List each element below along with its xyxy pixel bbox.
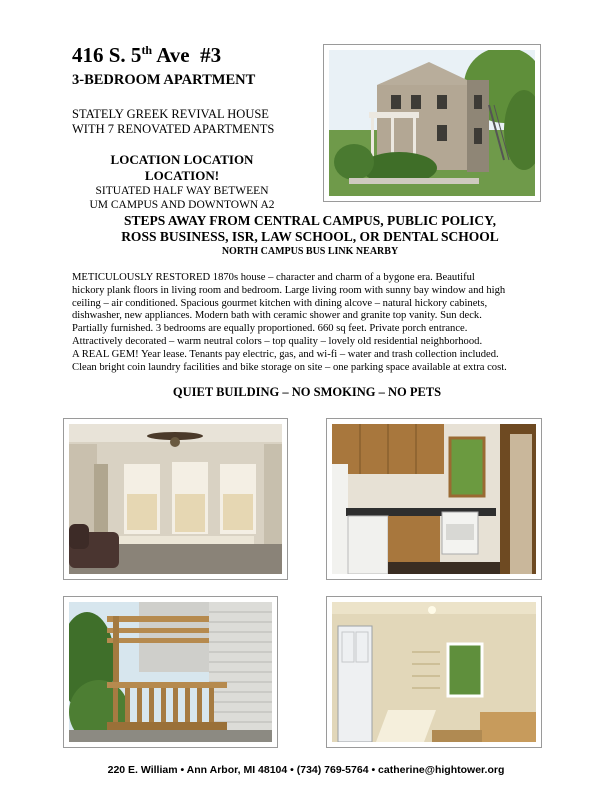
- description-line: ceiling – air conditioned. Spacious gourmet kitchen with dining alcove – natural hickory cabinets,: [72, 297, 488, 309]
- description-line: METICULOUSLY RESTORED 1870s house – character and charm of a bygone era. Beautiful: [72, 272, 475, 283]
- location-line: SITUATED HALF WAY BETWEEN: [95, 185, 269, 197]
- location-line: UM CAMPUS AND DOWNTOWN A2: [89, 199, 275, 211]
- property-address: 416 S. 5th Ave #3: [72, 43, 222, 67]
- description-line: Partially furnished. 3 bedrooms are equally proportioned. 660 sq feet. Private porch entrance.: [72, 323, 468, 335]
- house-exterior-photo: [323, 44, 541, 202]
- steps-line: ROSS BUSINESS, ISR, LAW SCHOOL, OR DENTAL SCHOOL: [121, 229, 499, 244]
- bus-link-note: NORTH CAMPUS BUS LINK NEARBY: [221, 246, 399, 257]
- living-room-photo: [63, 418, 288, 580]
- unit-type: 3-BEDROOM APARTMENT: [72, 72, 256, 88]
- kitchen-photo: [326, 418, 542, 580]
- description-line: hickory plank floors in living room and bedroom. Large living room with sunny bay window and high: [72, 284, 506, 296]
- description-line: dishwasher, new appliances. Modern bath with ceramic shower and granite top vanity. Sun deck.: [72, 310, 482, 322]
- house-desc-line: STATELY GREEK REVIVAL HOUSE: [72, 107, 269, 121]
- house-desc-line: WITH 7 RENOVATED APARTMENTS: [72, 122, 275, 136]
- steps-away-block: [60, 213, 560, 258]
- location-block: [72, 152, 292, 212]
- bedroom-photo: [326, 596, 542, 748]
- house-description: [72, 107, 274, 137]
- location-title: LOCATION LOCATION LOCATION!: [110, 152, 254, 183]
- description-line: Attractively decorated – warm neutral colors – top quality – lovely old residential neighborhood.: [72, 335, 483, 347]
- description-line: Clean bright coin laundry facilities and bike storage on site – one parking space available at extra cost.: [72, 361, 507, 373]
- steps-line: STEPS AWAY FROM CENTRAL CAMPUS, PUBLIC POLICY,: [123, 213, 497, 228]
- description-line: A REAL GEM! Year lease. Tenants pay electric, gas, and wi-fi – water and trash collection included.: [72, 348, 499, 360]
- porch-deck-photo: [63, 596, 278, 748]
- contact-footer: 220 E. William • Ann Arbor, MI 48104 • (734) 769-5764 • catherine@hightower.org: [107, 764, 505, 776]
- building-policy: QUIET BUILDING – NO SMOKING – NO PETS: [172, 385, 442, 399]
- description-paragraph: [72, 272, 542, 374]
